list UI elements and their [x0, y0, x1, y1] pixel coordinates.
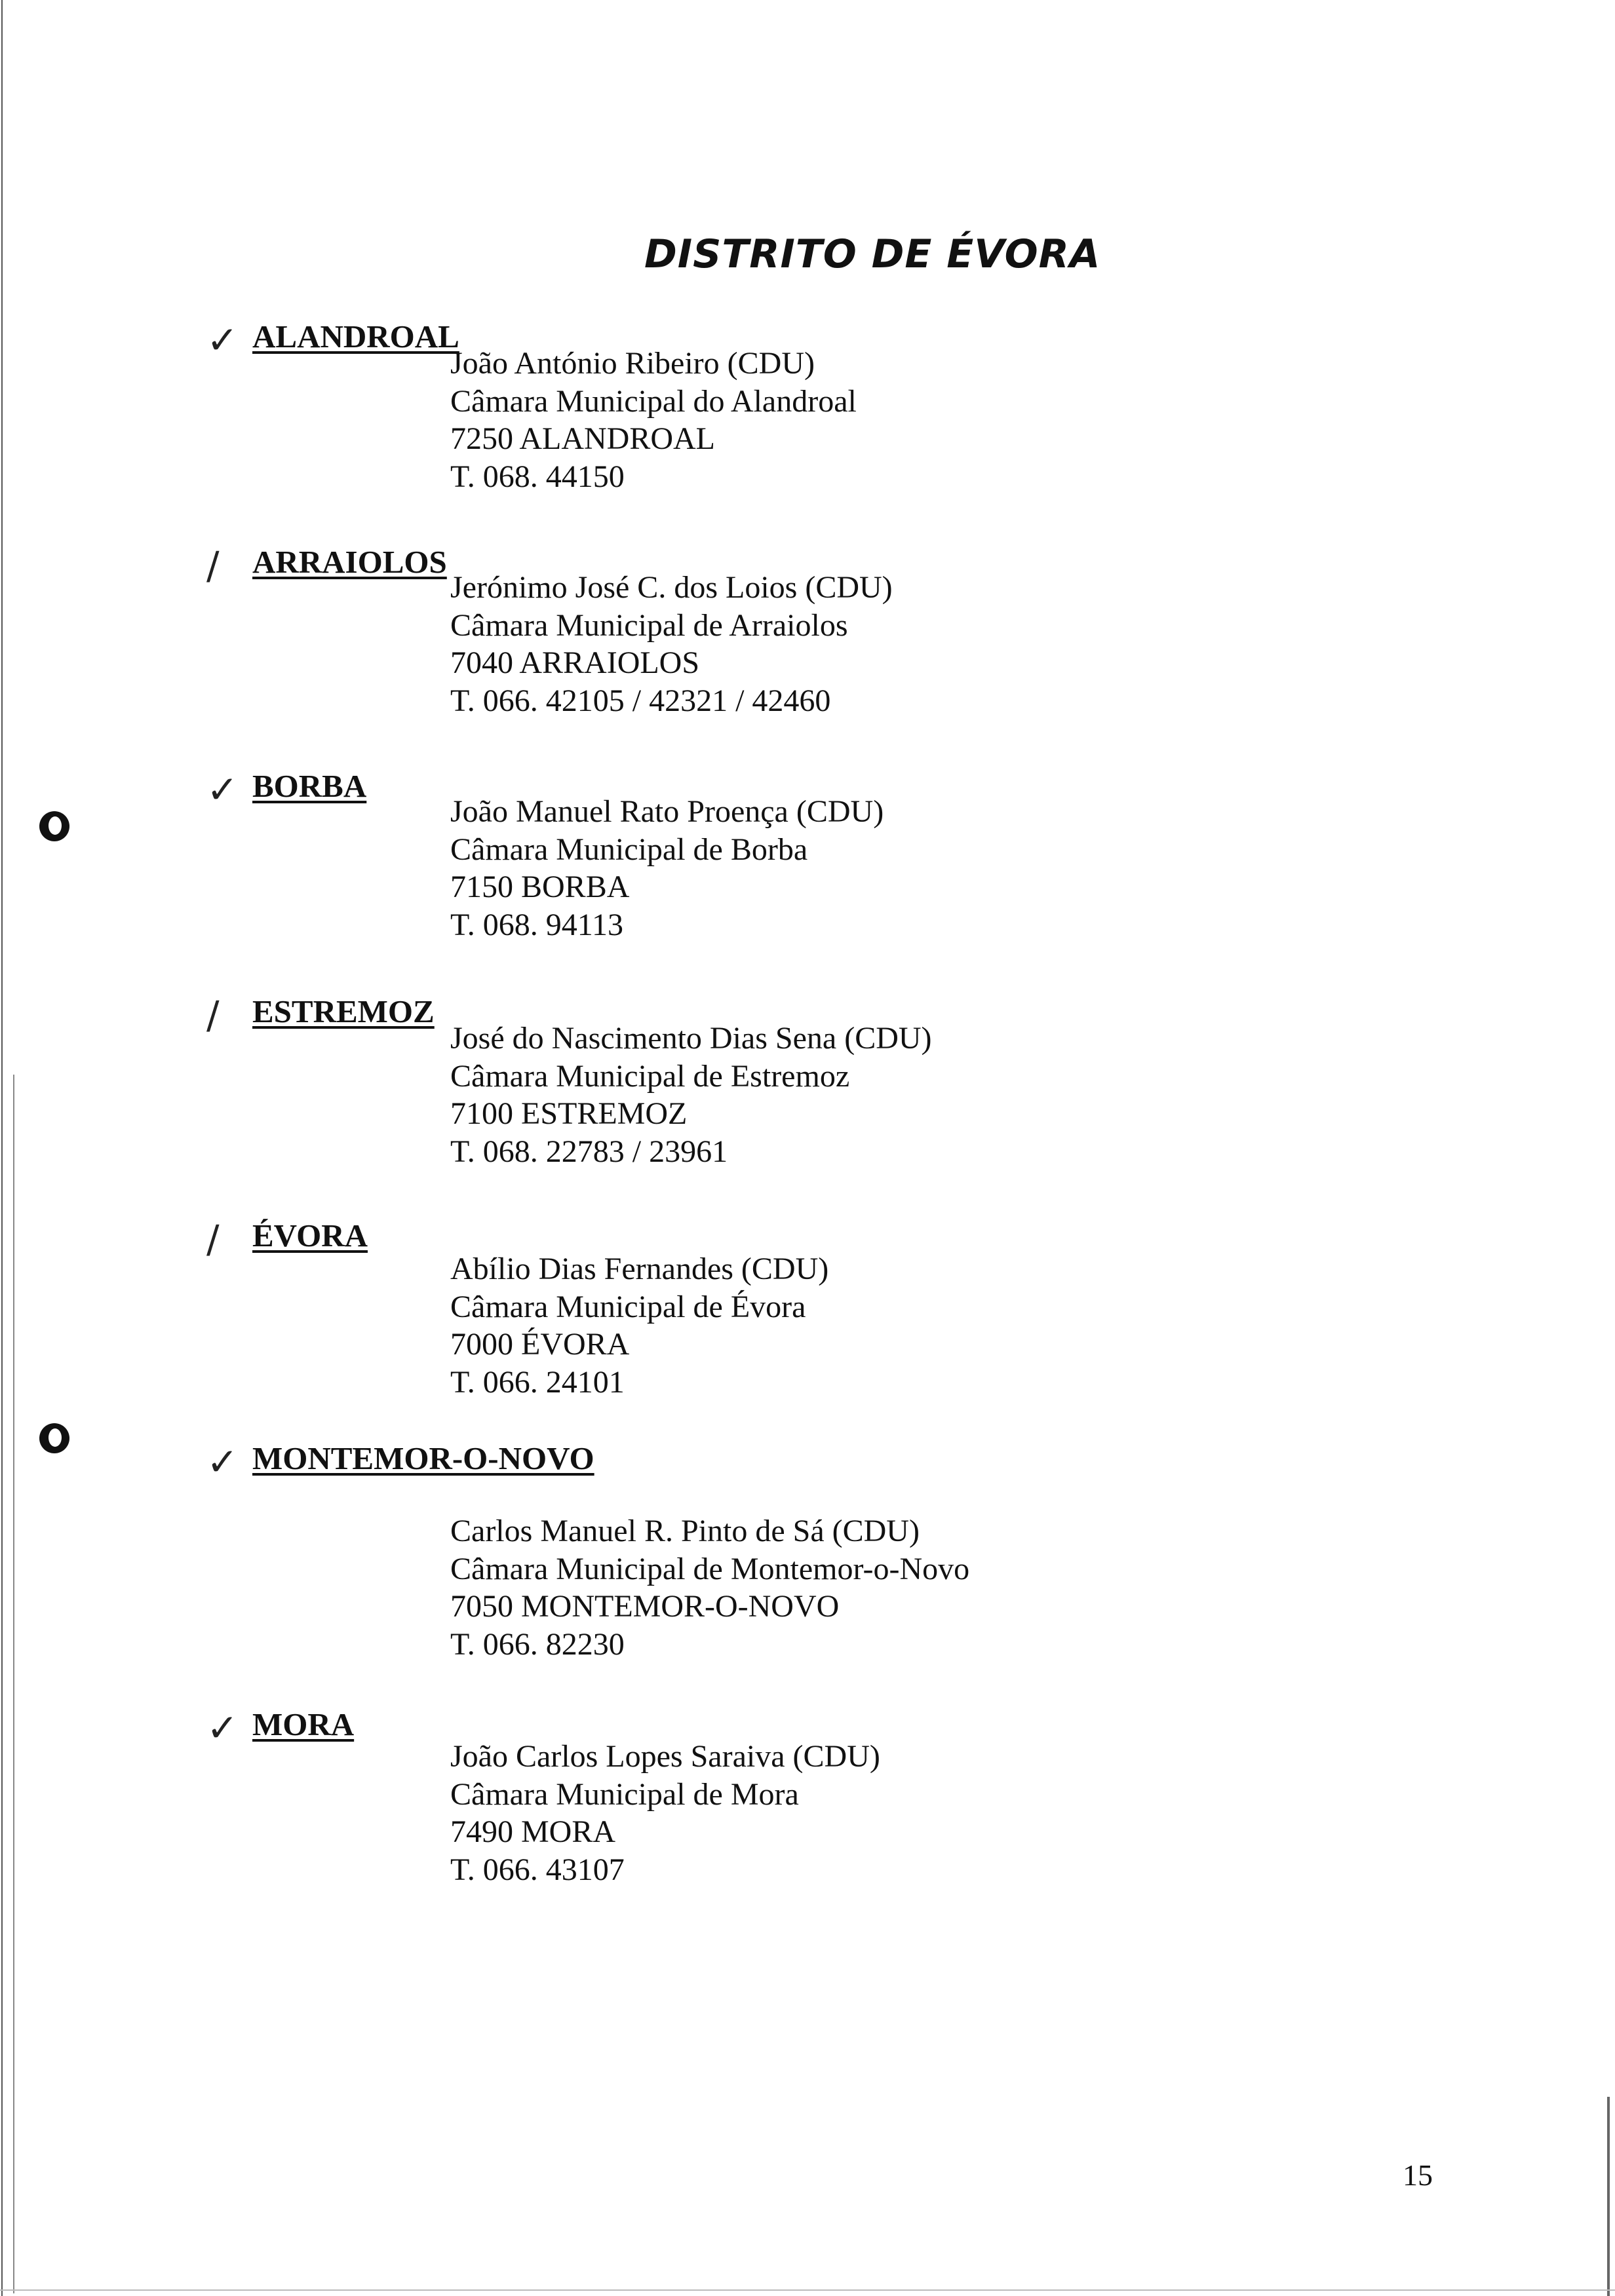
phone-number: T. 066. 24101 [450, 1364, 625, 1400]
check-mark-icon: ✓ [206, 318, 239, 362]
mayor-name: Carlos Manuel R. Pinto de Sá (CDU) [450, 1514, 920, 1548]
bottom-edge-line [0, 2289, 1615, 2291]
address-block [450, 1020, 932, 1170]
mayor-name: João Manuel Rato Proença (CDU) [450, 794, 884, 829]
postal-address: 7050 MONTEMOR-O-NOVO [450, 1589, 840, 1624]
mayor-name: João Carlos Lopes Saraiva (CDU) [450, 1739, 880, 1774]
phone-number: T. 068. 44150 [450, 459, 625, 494]
check-mark-icon: / [206, 993, 220, 1037]
page-title: DISTRITO DE ÉVORA [644, 231, 1101, 277]
municipality-entry-evora [0, 1216, 1615, 1413]
institution: Câmara Municipal de Mora [450, 1776, 799, 1812]
postal-address: 7150 BORBA [450, 870, 630, 904]
address-block [450, 1512, 969, 1663]
phone-number: T. 068. 94113 [450, 907, 623, 942]
municipality-name: MONTEMOR-O-NOVO [252, 1440, 594, 1476]
address-block [450, 793, 884, 944]
municipality-entry-alandroal [0, 317, 1615, 514]
municipality-entry-arraiolos [0, 543, 1615, 739]
institution: Câmara Municipal de Borba [450, 832, 808, 867]
mayor-name: João António Ribeiro (CDU) [450, 346, 815, 381]
municipality-name: ESTREMOZ [252, 993, 435, 1029]
check-mark-icon: ✓ [206, 1706, 239, 1750]
mayor-name: Jerónimo José C. dos Loios (CDU) [450, 570, 893, 605]
mayor-name: Abílio Dias Fernandes (CDU) [450, 1252, 829, 1286]
right-edge-line [1607, 2097, 1610, 2296]
address-block [450, 1250, 828, 1401]
address-block [450, 345, 857, 495]
postal-address: 7490 MORA [450, 1814, 616, 1849]
municipality-name: ALANDROAL [252, 318, 459, 354]
municipality-entry-mora [0, 1705, 1615, 1902]
check-mark-icon: / [206, 543, 220, 588]
address-block [450, 1738, 880, 1888]
phone-number: T. 066. 43107 [450, 1852, 625, 1887]
postal-address: 7040 ARRAIOLOS [450, 645, 700, 680]
institution: Câmara Municipal de Arraiolos [450, 607, 848, 643]
institution: Câmara Municipal do Alandroal [450, 383, 857, 419]
institution: Câmara Municipal de Estremoz [450, 1058, 850, 1094]
institution: Câmara Municipal de Évora [450, 1289, 806, 1324]
check-mark-icon: / [206, 1217, 220, 1261]
municipality-name: BORBA [252, 768, 367, 804]
municipality-entry-borba [0, 767, 1615, 963]
address-block [450, 569, 893, 719]
mayor-name: José do Nascimento Dias Sena (CDU) [450, 1021, 932, 1056]
municipality-name: MORA [252, 1706, 355, 1742]
check-mark-icon: ✓ [206, 1440, 239, 1484]
phone-number: T. 066. 42105 / 42321 / 42460 [450, 683, 831, 718]
postal-address: 7000 ÉVORA [450, 1327, 630, 1362]
institution: Câmara Municipal de Montemor-o-Novo [450, 1551, 970, 1586]
municipality-name: ÉVORA [252, 1217, 368, 1253]
municipality-entry-montemor-o-novo [0, 1439, 1615, 1662]
postal-address: 7100 ESTREMOZ [450, 1096, 688, 1131]
phone-number: T. 068. 22783 / 23961 [450, 1134, 728, 1169]
phone-number: T. 066. 82230 [450, 1626, 625, 1662]
page-number: 15 [1403, 2158, 1433, 2192]
postal-address: 7250 ALANDROAL [450, 421, 715, 456]
municipality-entry-estremoz [0, 992, 1615, 1189]
municipality-name: ARRAIOLOS [252, 544, 447, 580]
check-mark-icon: ✓ [206, 767, 239, 812]
